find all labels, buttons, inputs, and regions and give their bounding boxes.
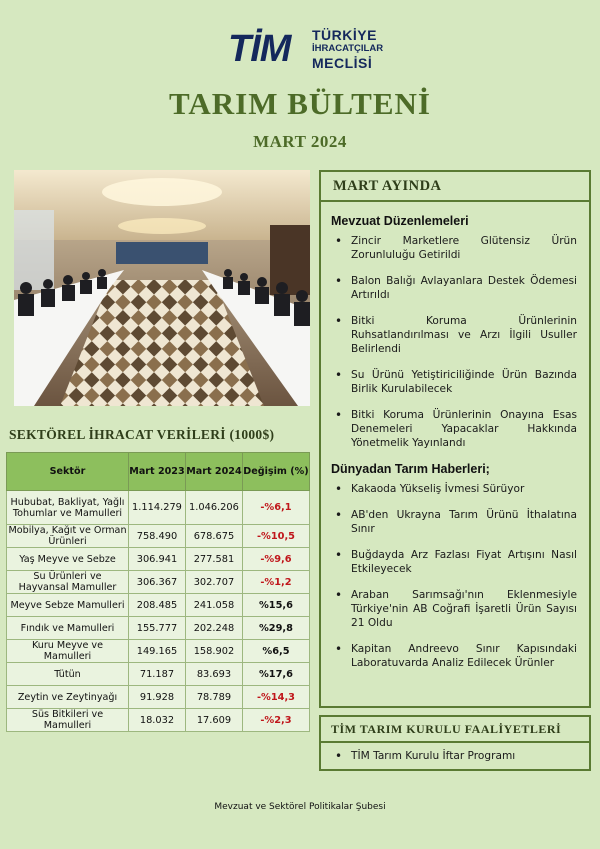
- world-news-heading: Dünyadan Tarım Haberleri;: [331, 462, 490, 476]
- table-row: [7, 594, 310, 617]
- cell-sector: Su Ürünleri ve Hayvansal Mamuller: [7, 571, 129, 594]
- cell-2023: 306.941: [129, 548, 186, 571]
- list-item: • Su Ürünü Yetiştiriciliğinde Ürün Bazında Birlik Kurulabilecek: [335, 368, 577, 396]
- cell-2024: 17.609: [185, 709, 242, 732]
- header-2023: Mart 2023: [129, 453, 186, 491]
- cell-2023: 306.367: [129, 571, 186, 594]
- cell-sector: Mobilya, Kağıt ve Orman Ürünleri: [8, 525, 127, 547]
- table-row: [7, 491, 310, 525]
- cell-sector: Yaş Meyve ve Sebze: [7, 548, 129, 571]
- table-row: [7, 663, 310, 686]
- cell-2024: 302.707: [185, 571, 242, 594]
- cell-2023: 155.777: [129, 617, 186, 640]
- cell-2023: 149.165: [129, 640, 186, 663]
- page-subtitle: MART 2024: [253, 132, 347, 151]
- cell-2024: 678.675: [185, 525, 242, 548]
- list-item: • Kapitan Andreevo Sınır Kapısındaki Laboratuvarda Analiz Edilecek Ürünler: [335, 642, 577, 670]
- cell-change: -%2,3: [242, 709, 309, 732]
- cell-2024: 241.058: [185, 594, 242, 617]
- cell-change: -%6,1: [242, 491, 309, 525]
- logo-line3: MECLİSİ: [312, 54, 373, 71]
- table-row: [7, 525, 310, 548]
- cell-2023: 71.187: [129, 663, 186, 686]
- table-title: SEKTÖREL İHRACAT VERİLERİ (1000$): [9, 427, 275, 442]
- news-box-title: MART AYINDA: [321, 172, 589, 202]
- list-item: • TİM Tarım Kurulu İftar Programı: [335, 749, 577, 763]
- list-item: • Araban Sarımsağı'nın Eklenmesiyle Türkiye'nin AB Coğrafi İşaretli Ürün Sayısı 21 Oldu: [335, 588, 577, 630]
- cell-sector: Zeytin ve Zeytinyağı: [7, 686, 129, 709]
- cell-change: -%10,5: [242, 525, 309, 548]
- activities-box: [319, 715, 591, 771]
- cell-2023: 1.114.279: [129, 491, 186, 525]
- cell-sector: Tütün: [7, 663, 129, 686]
- cell-2024: 78.789: [185, 686, 242, 709]
- cell-2024: 83.693: [185, 663, 242, 686]
- page-title: TARIM BÜLTENİ: [169, 86, 431, 121]
- list-item: • Kakaoda Yükseliş İvmesi Sürüyor: [335, 482, 577, 496]
- cell-change: -%1,2: [242, 571, 309, 594]
- table-row: [7, 709, 310, 732]
- cell-2023: 91.928: [129, 686, 186, 709]
- cell-2024: 202.248: [185, 617, 242, 640]
- footer-text: Mevzuat ve Sektörel Politikalar Şubesi: [214, 802, 386, 812]
- cell-2023: 758.490: [129, 525, 186, 548]
- cell-2024: 158.902: [185, 640, 242, 663]
- legislation-heading: Mevzuat Düzenlemeleri: [331, 214, 469, 228]
- cell-change: %15,6: [242, 594, 309, 617]
- table-row: [7, 640, 310, 663]
- logo-mark: TİM: [228, 28, 291, 70]
- header-change: Değişim (%): [242, 453, 309, 491]
- meeting-photo: [14, 170, 310, 406]
- header-sector: Sektör: [7, 453, 129, 491]
- cell-change: %6,5: [242, 640, 309, 663]
- activities-title: TİM TARIM KURULU FAALİYETLERİ: [321, 717, 589, 743]
- list-item: • Bitki Koruma Ürünlerinin Onayına Esas Denemeleri Yapacaklar Hakkında Yönetmelik Yayınlandı: [335, 408, 577, 450]
- table-header-row: [7, 453, 310, 491]
- list-item: • Zincir Marketlere Glütensiz Ürün Zorunluluğu Getirildi: [335, 234, 577, 262]
- table-row: [7, 548, 310, 571]
- cell-sector: Süs Bitkileri ve Mamulleri: [7, 709, 129, 732]
- cell-2024: 277.581: [185, 548, 242, 571]
- cell-change: %17,6: [242, 663, 309, 686]
- cell-2023: 208.485: [129, 594, 186, 617]
- cell-change: -%14,3: [242, 686, 309, 709]
- cell-change: %29,8: [242, 617, 309, 640]
- logo-text: [312, 28, 383, 70]
- cell-sector: Hububat, Bakliyat, Yağlı Tohumlar ve Mamulleri: [7, 491, 129, 525]
- cell-change: -%9,6: [242, 548, 309, 571]
- cell-2024: 1.046.206: [185, 491, 242, 525]
- list-item: • Buğdayda Arz Fazlası Fiyat Artışını Nasıl Etkileyecek: [335, 548, 577, 576]
- tim-logo: [228, 26, 384, 71]
- activities-list: [321, 743, 589, 763]
- logo-line2: İHRACATÇILAR: [312, 43, 384, 54]
- news-box: [319, 170, 591, 708]
- table-row: [7, 686, 310, 709]
- export-table: [6, 452, 310, 732]
- logo-line1: TÜRKİYE: [312, 27, 377, 43]
- list-item: • Balon Balığı Avlayanlara Destek Ödemesi Artırıldı: [335, 274, 577, 302]
- header-2024: Mart 2024: [185, 453, 242, 491]
- list-item: • AB'den Ukrayna Tarım Ürünü İthalatına Sınır: [335, 508, 577, 536]
- list-item: • Bitki Koruma Ürünlerinin Ruhsatlandırılması ve Arzı İlgili Usuller Belirlendi: [335, 314, 577, 356]
- cell-sector: Fındık ve Mamulleri: [7, 617, 129, 640]
- cell-2023: 18.032: [129, 709, 186, 732]
- cell-sector: Meyve Sebze Mamulleri: [7, 594, 129, 617]
- world-news-list: [321, 476, 589, 670]
- table-row: [7, 617, 310, 640]
- cell-sector: Kuru Meyve ve Mamulleri: [7, 640, 129, 663]
- table-row: [7, 571, 310, 594]
- legislation-list: [321, 228, 589, 450]
